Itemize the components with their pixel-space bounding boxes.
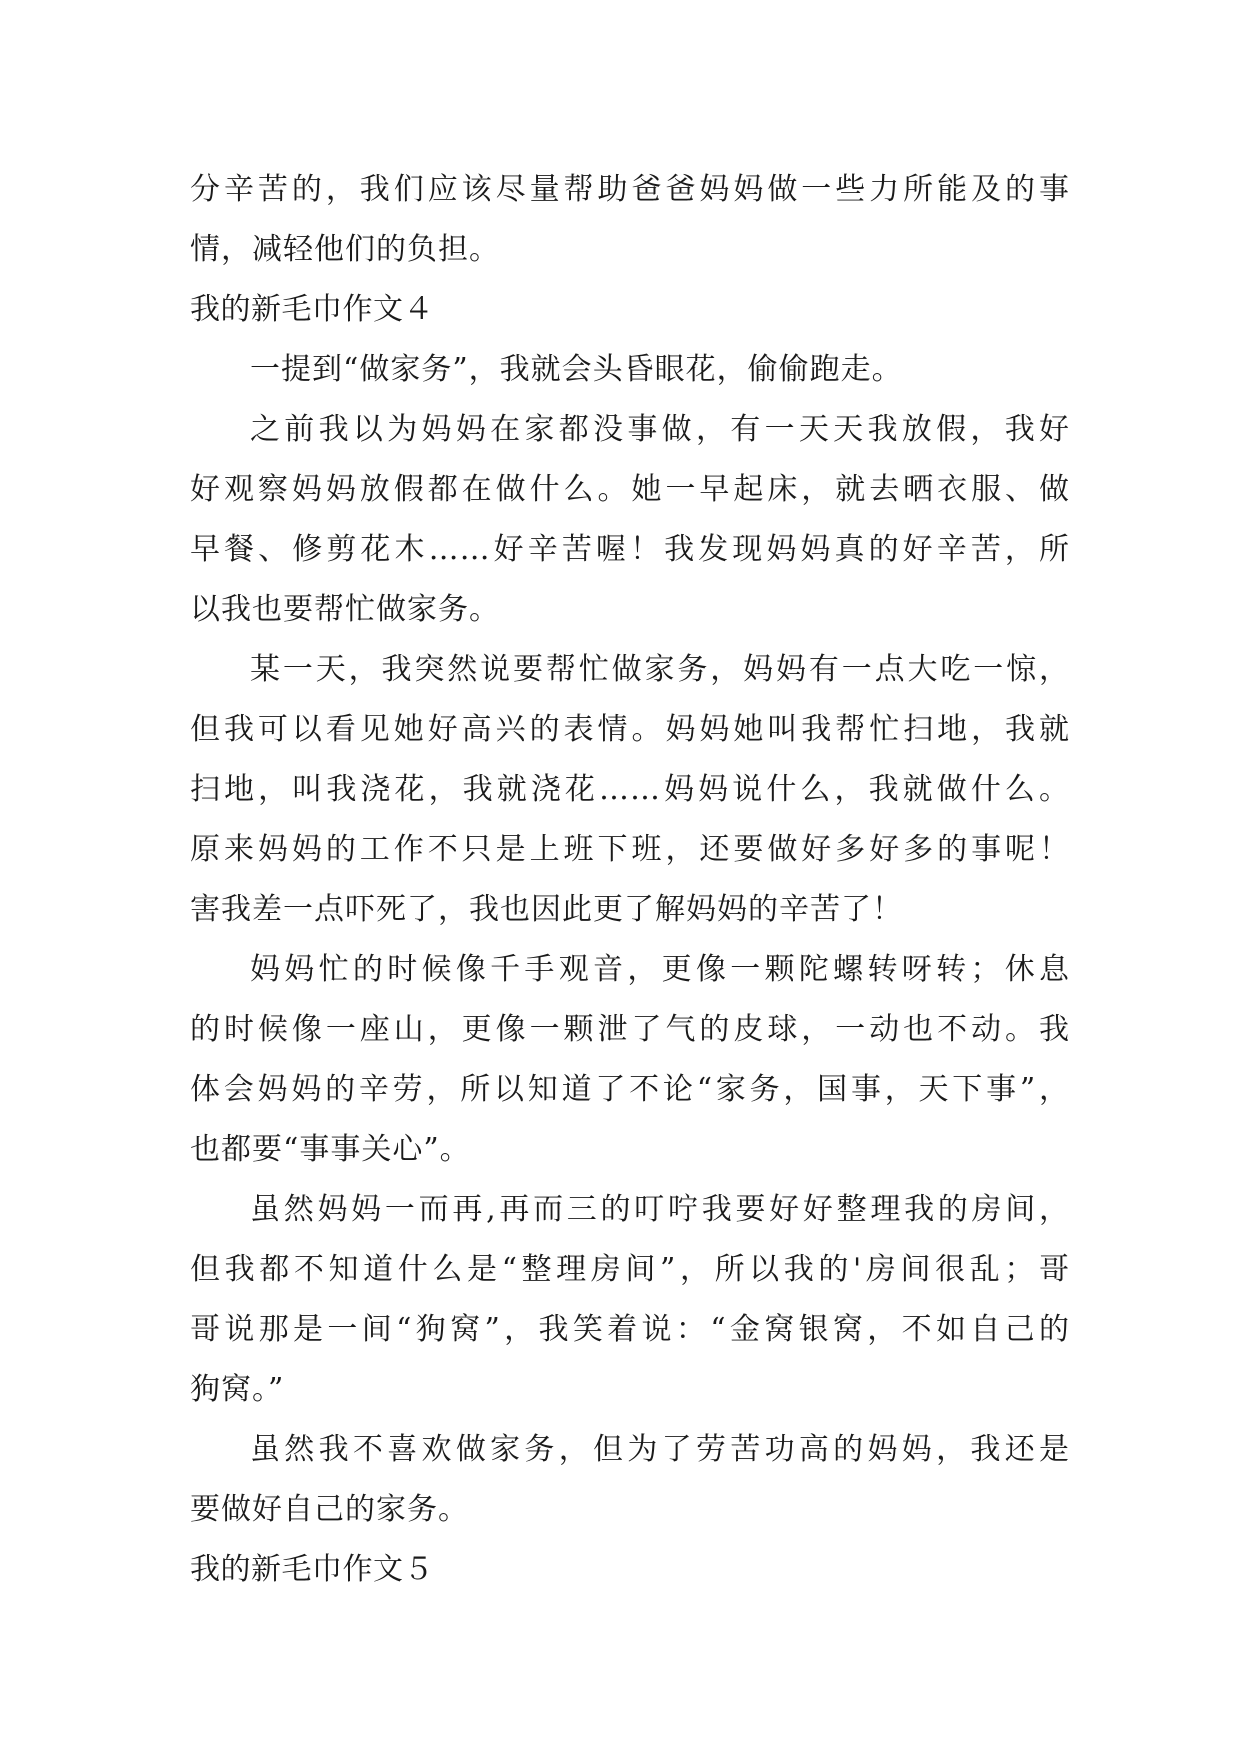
paragraph-line: 虽然妈妈一而再,再而三的叮咛我要好好整理我的房间， bbox=[250, 1192, 1070, 1227]
paragraph-line: 以我也要帮忙做家务。 bbox=[190, 592, 500, 627]
paragraph-line: 要做好自己的家务。 bbox=[190, 1492, 469, 1527]
section-heading: 我的新毛巾作文４ bbox=[190, 292, 434, 327]
paragraph-line: 的时候像一座山，更像一颗泄了气的皮球，一动也不动。我 bbox=[190, 1012, 1070, 1047]
paragraph-line: 分辛苦的，我们应该尽量帮助爸爸妈妈做一些力所能及的事 bbox=[190, 172, 1070, 207]
paragraph-line: 但我都不知道什么是“整理房间”，所以我的'房间很乱；哥 bbox=[190, 1252, 1070, 1287]
paragraph-line: 某一天，我突然说要帮忙做家务，妈妈有一点大吃一惊， bbox=[250, 652, 1070, 687]
paragraph-line: 早餐、修剪花木……好辛苦喔！我发现妈妈真的好辛苦，所 bbox=[190, 532, 1070, 567]
paragraph-line: 扫地，叫我浇花，我就浇花……妈妈说什么，我就做什么。 bbox=[190, 772, 1070, 807]
paragraph-line: 原来妈妈的工作不只是上班下班，还要做好多好多的事呢！ bbox=[190, 832, 1070, 867]
paragraph-line: 也都要“事事关心”。 bbox=[190, 1132, 471, 1167]
paragraph-line: 害我差一点吓死了，我也因此更了解妈妈的辛苦了！ bbox=[190, 892, 903, 927]
paragraph-line: 情，减轻他们的负担。 bbox=[190, 232, 500, 267]
paragraph-line: 妈妈忙的时候像千手观音，更像一颗陀螺转呀转；休息 bbox=[250, 952, 1070, 987]
section-heading: 我的新毛巾作文５ bbox=[190, 1552, 434, 1587]
paragraph-line: 体会妈妈的辛劳，所以知道了不论“家务，国事，天下事”， bbox=[190, 1072, 1070, 1107]
paragraph-line: 哥说那是一间“狗窝”，我笑着说：“金窝银窝，不如自己的 bbox=[190, 1312, 1070, 1347]
paragraph-line: 好观察妈妈放假都在做什么。她一早起床，就去晒衣服、做 bbox=[190, 472, 1070, 507]
paragraph-line: 之前我以为妈妈在家都没事做，有一天天我放假，我好 bbox=[250, 412, 1070, 447]
paragraph-line: 虽然我不喜欢做家务，但为了劳苦功高的妈妈，我还是 bbox=[250, 1432, 1070, 1467]
paragraph-line: 但我可以看见她好高兴的表情。妈妈她叫我帮忙扫地，我就 bbox=[190, 712, 1070, 747]
paragraph-line: 狗窝。” bbox=[190, 1372, 285, 1407]
document-body bbox=[190, 160, 1070, 1600]
paragraph-line: 一提到“做家务”，我就会头昏眼花，偷偷跑走。 bbox=[250, 352, 903, 387]
